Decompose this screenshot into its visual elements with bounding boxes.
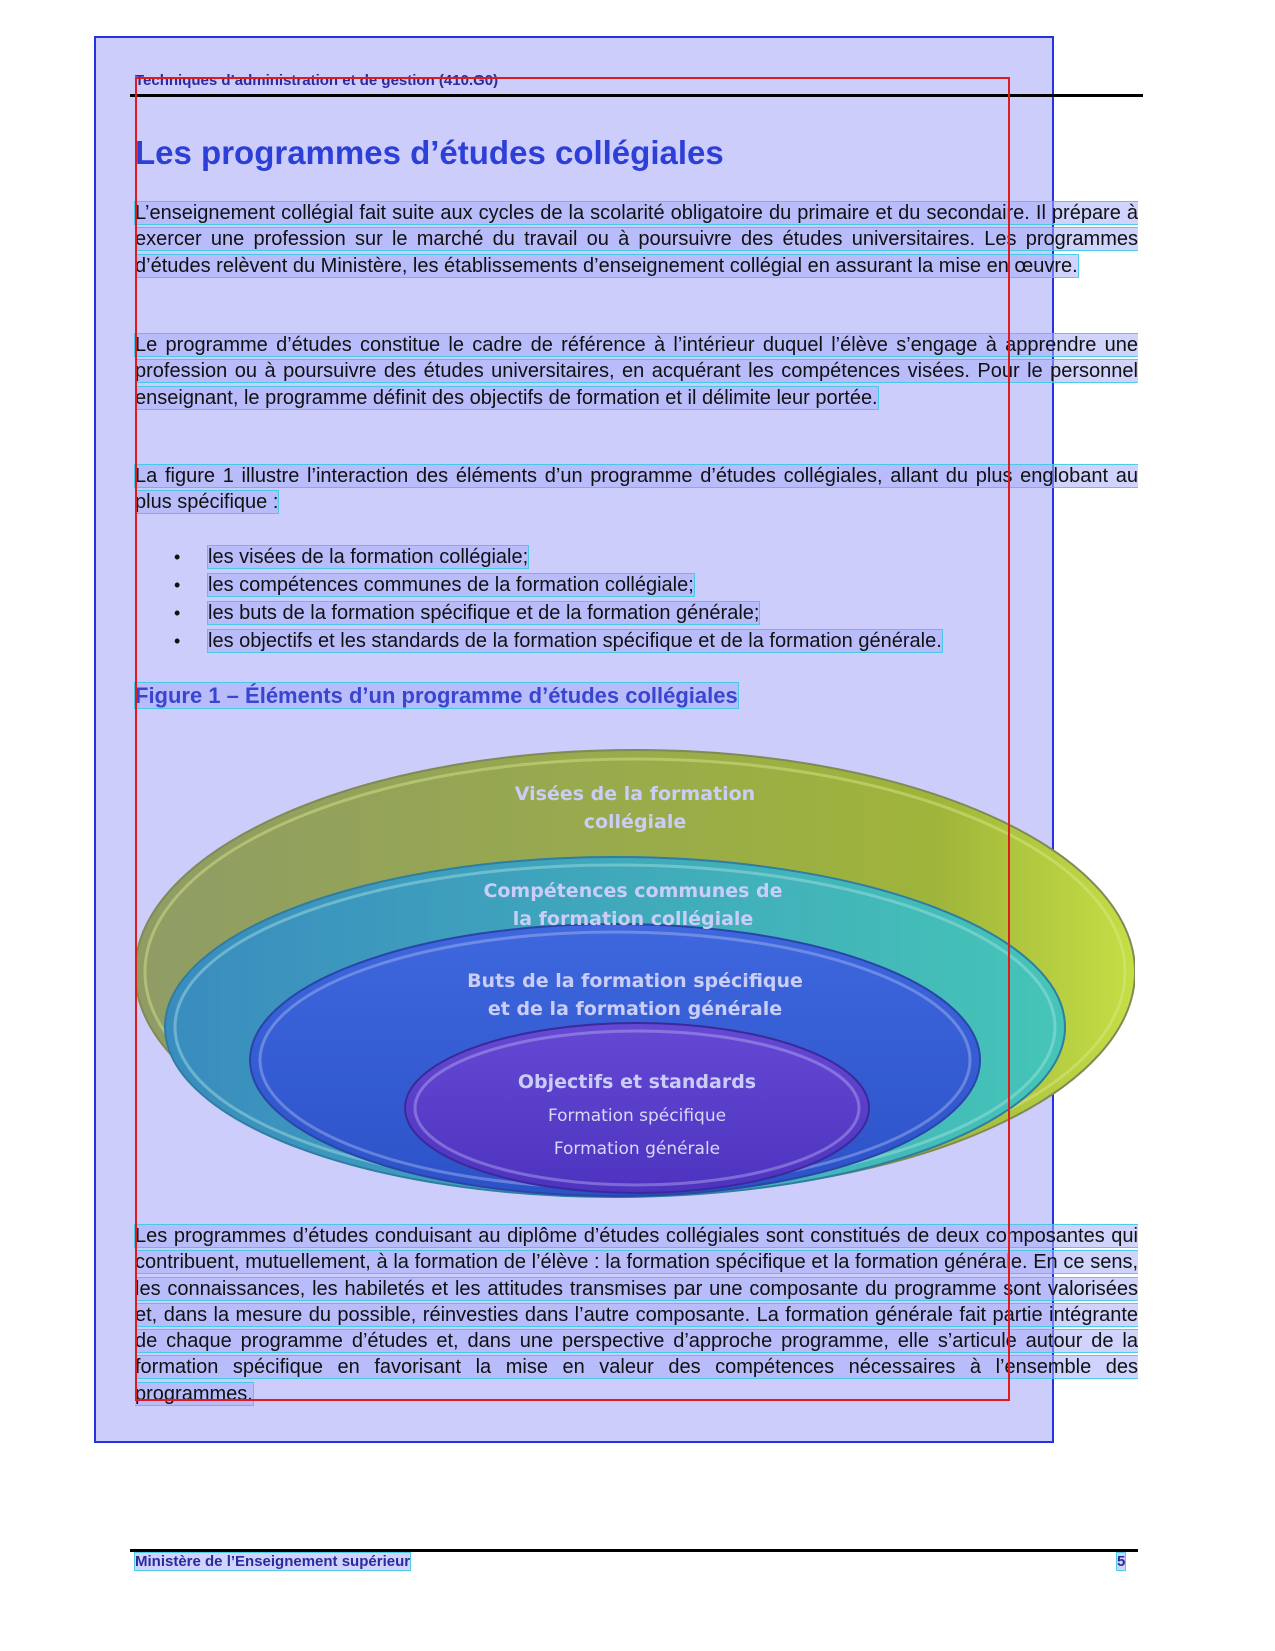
running-header: Techniques d’administration et de gestion (410.G0) [135, 72, 499, 89]
footer-ministry [135, 1553, 410, 1570]
layer-4-label-line-1: Objectifs et standards [517, 1071, 757, 1093]
page-number-text: 5 [1117, 1553, 1126, 1570]
footer-rule [130, 1549, 1138, 1552]
bullet-icon: • [174, 575, 181, 595]
page-number [1117, 1553, 1125, 1570]
paragraph-intro-text: L’enseignement collégial fait suite aux cycles de la scolarité obligatoire du primaire et du secondaire. Il prépare à exercer une profession sur le marché du travail ou à poursuivre des études universitaires. Les programmes d’études relèvent du Ministère, les établissements d’enseignement collégial en assurant la mise en œuvre. [135, 202, 1138, 277]
bullet-icon: • [174, 631, 181, 651]
bullet-icon: • [174, 603, 181, 623]
page-title: Les programmes d’études collégiales [135, 134, 724, 171]
list-item-text: les objectifs et les standards de la formation spécifique et de la formation générale. [208, 630, 942, 652]
paragraph-framework-text: Le programme d’études constitue le cadre de référence à l’intérieur duquel l’élève s’engage à apprendre une profession ou à poursuivre des études universitaires, en acquérant les compétences visées. Pour le personnel enseignant, le programme définit des objectifs de formation et il délimite leur portée. [135, 334, 1138, 409]
layer-3-label-line-1: Buts de la formation spécifique [467, 970, 803, 992]
list-item-text: les visées de la formation collégiale; [208, 546, 529, 568]
layer-1-label-line-2: collégiale [583, 811, 687, 833]
layer-1-label-line-1: Visées de la formation [514, 783, 756, 805]
layer-2-label-line-1: Compétences communes de [483, 880, 783, 902]
footer-ministry-text: Ministère de l’Enseignement supérieur [135, 1553, 411, 1570]
paragraph-components-text: Les programmes d’études conduisant au diplôme d’études collégiales sont constitués de deux composantes qui contribuent, mutuellement, à la formation de l’élève : la formation spécifique et la formation générale. En ce sens, les connaissances, les habiletés et les attitudes transmises par une composante du programme sont valorisées et, dans la mesure du possible, réinvesties dans l’autre composante. La formation générale fait partie intégrante de chaque programme d’études et, dans une perspective d’approche programme, elle s’articule autour de la formation spécifique en favorisant la mise en valeur des compétences nécessaires à l’ensemble des programmes. [135, 1225, 1138, 1405]
figure-caption-text: Figure 1 – Éléments d’un programme d’études collégiales [135, 683, 738, 708]
list-item-text: les compétences communes de la formation collégiale; [208, 574, 694, 596]
layer-4-label-line-2: Formation spécifique [547, 1106, 727, 1126]
paragraph-figure-intro-text: La figure 1 illustre l’interaction des éléments d’un programme d’études collégiales, allant du plus englobant au plus spécifique : [135, 465, 1138, 514]
list-item-text: les buts de la formation spécifique et de la formation générale; [208, 602, 760, 624]
layer-2-label-line-2: la formation collégiale [512, 908, 754, 930]
layer-4-label-line-3: Formation générale [553, 1139, 721, 1159]
annotation-overlay-red [135, 77, 1010, 1401]
layer-3-label-line-2: et de la formation générale [487, 998, 783, 1020]
bullet-icon: • [174, 547, 181, 567]
